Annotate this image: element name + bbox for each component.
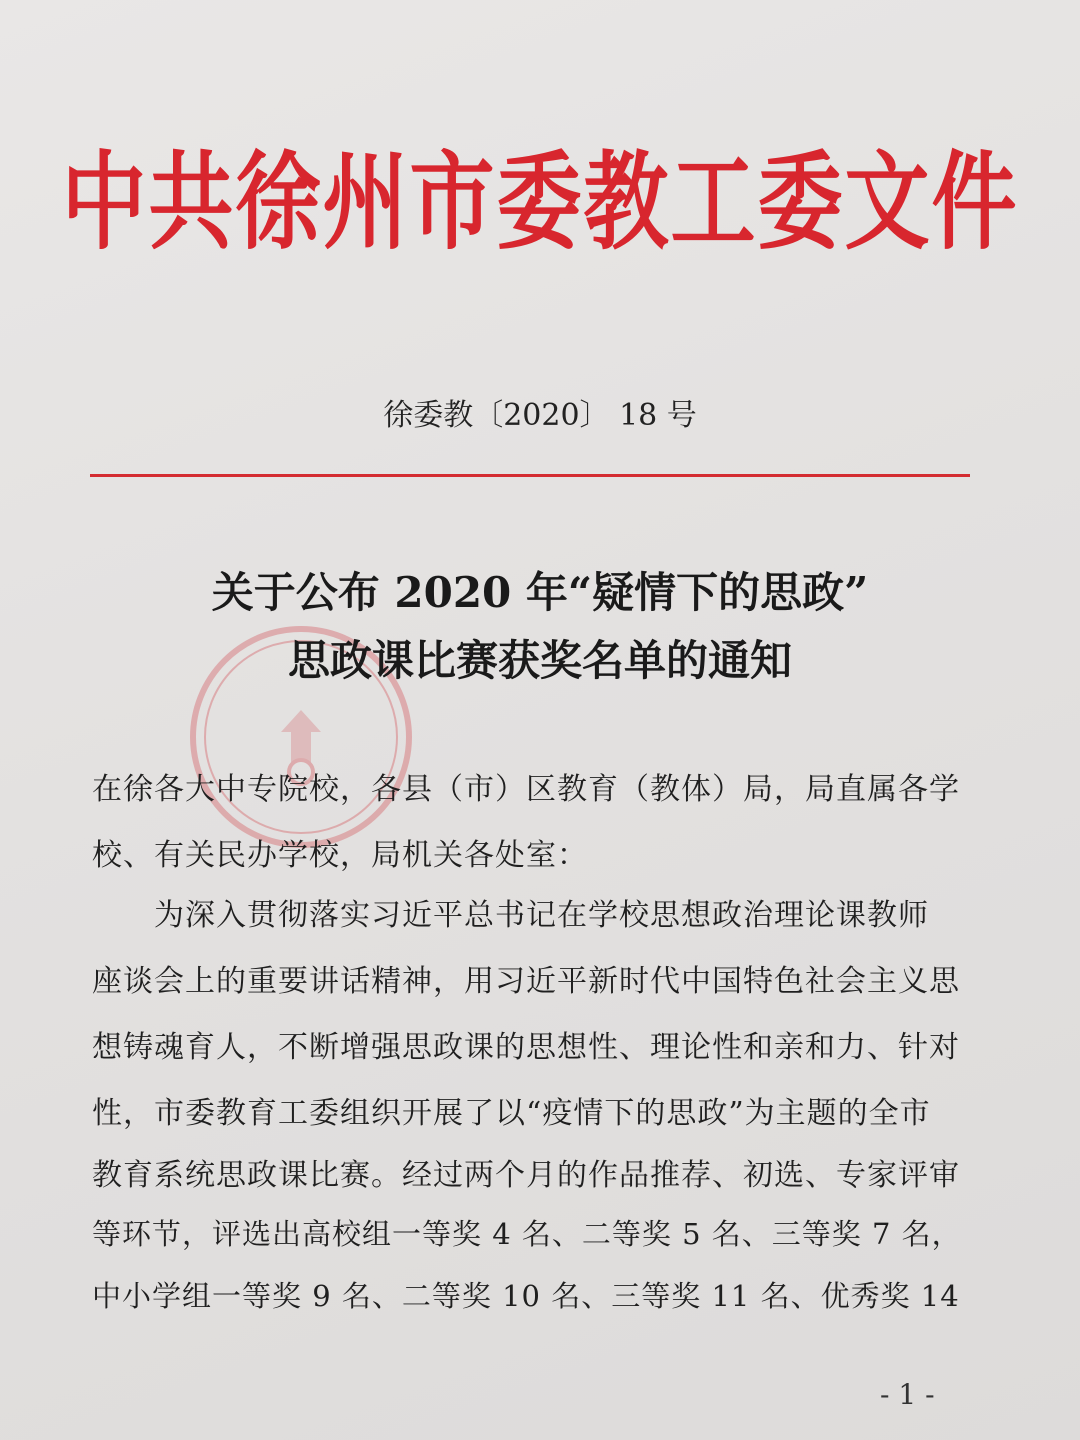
notice-title-line-2: 思政课比赛获奖名单的通知 bbox=[287, 636, 792, 685]
body-line-8: 等环节，评选出高校组一等奖 4 名、二等奖 5 名、三等奖 7 名， bbox=[92, 1217, 962, 1251]
body-line-2: 校、有关民办学校，局机关各处室： bbox=[92, 838, 588, 873]
page-number: - 1 - bbox=[880, 1378, 935, 1411]
red-divider-line bbox=[90, 474, 970, 477]
body-line-6: 性，市委教育工委组织开展了以“疫情下的思政”为主题的全市 bbox=[92, 1096, 931, 1131]
body-line-5: 想铸魂育人，不断增强思政课的思想性、理论性和亲和力、针对 bbox=[92, 1030, 960, 1065]
body-line-3: 为深入贯彻落实习近平总书记在学校思想政治理论课教师 bbox=[92, 898, 929, 933]
document-number: 徐委教〔2020〕 18 号 bbox=[383, 398, 697, 433]
body-line-9: 中小学组一等奖 9 名、二等奖 10 名、三等奖 11 名、优秀奖 14 bbox=[92, 1279, 960, 1313]
body-line-4: 座谈会上的重要讲话精神，用习近平新时代中国特色社会主义思 bbox=[92, 964, 960, 999]
notice-title-line-1: 关于公布 2020 年“疑情下的思政” bbox=[211, 568, 869, 617]
document-masthead: 中共徐州市委教工委文件 bbox=[61, 141, 1019, 265]
body-line-1: 在徐各大中专院校，各县（市）区教育（教体）局，局直属各学 bbox=[92, 772, 960, 807]
body-line-7: 教育系统思政课比赛。经过两个月的作品推荐、初选、专家评审 bbox=[92, 1158, 960, 1193]
